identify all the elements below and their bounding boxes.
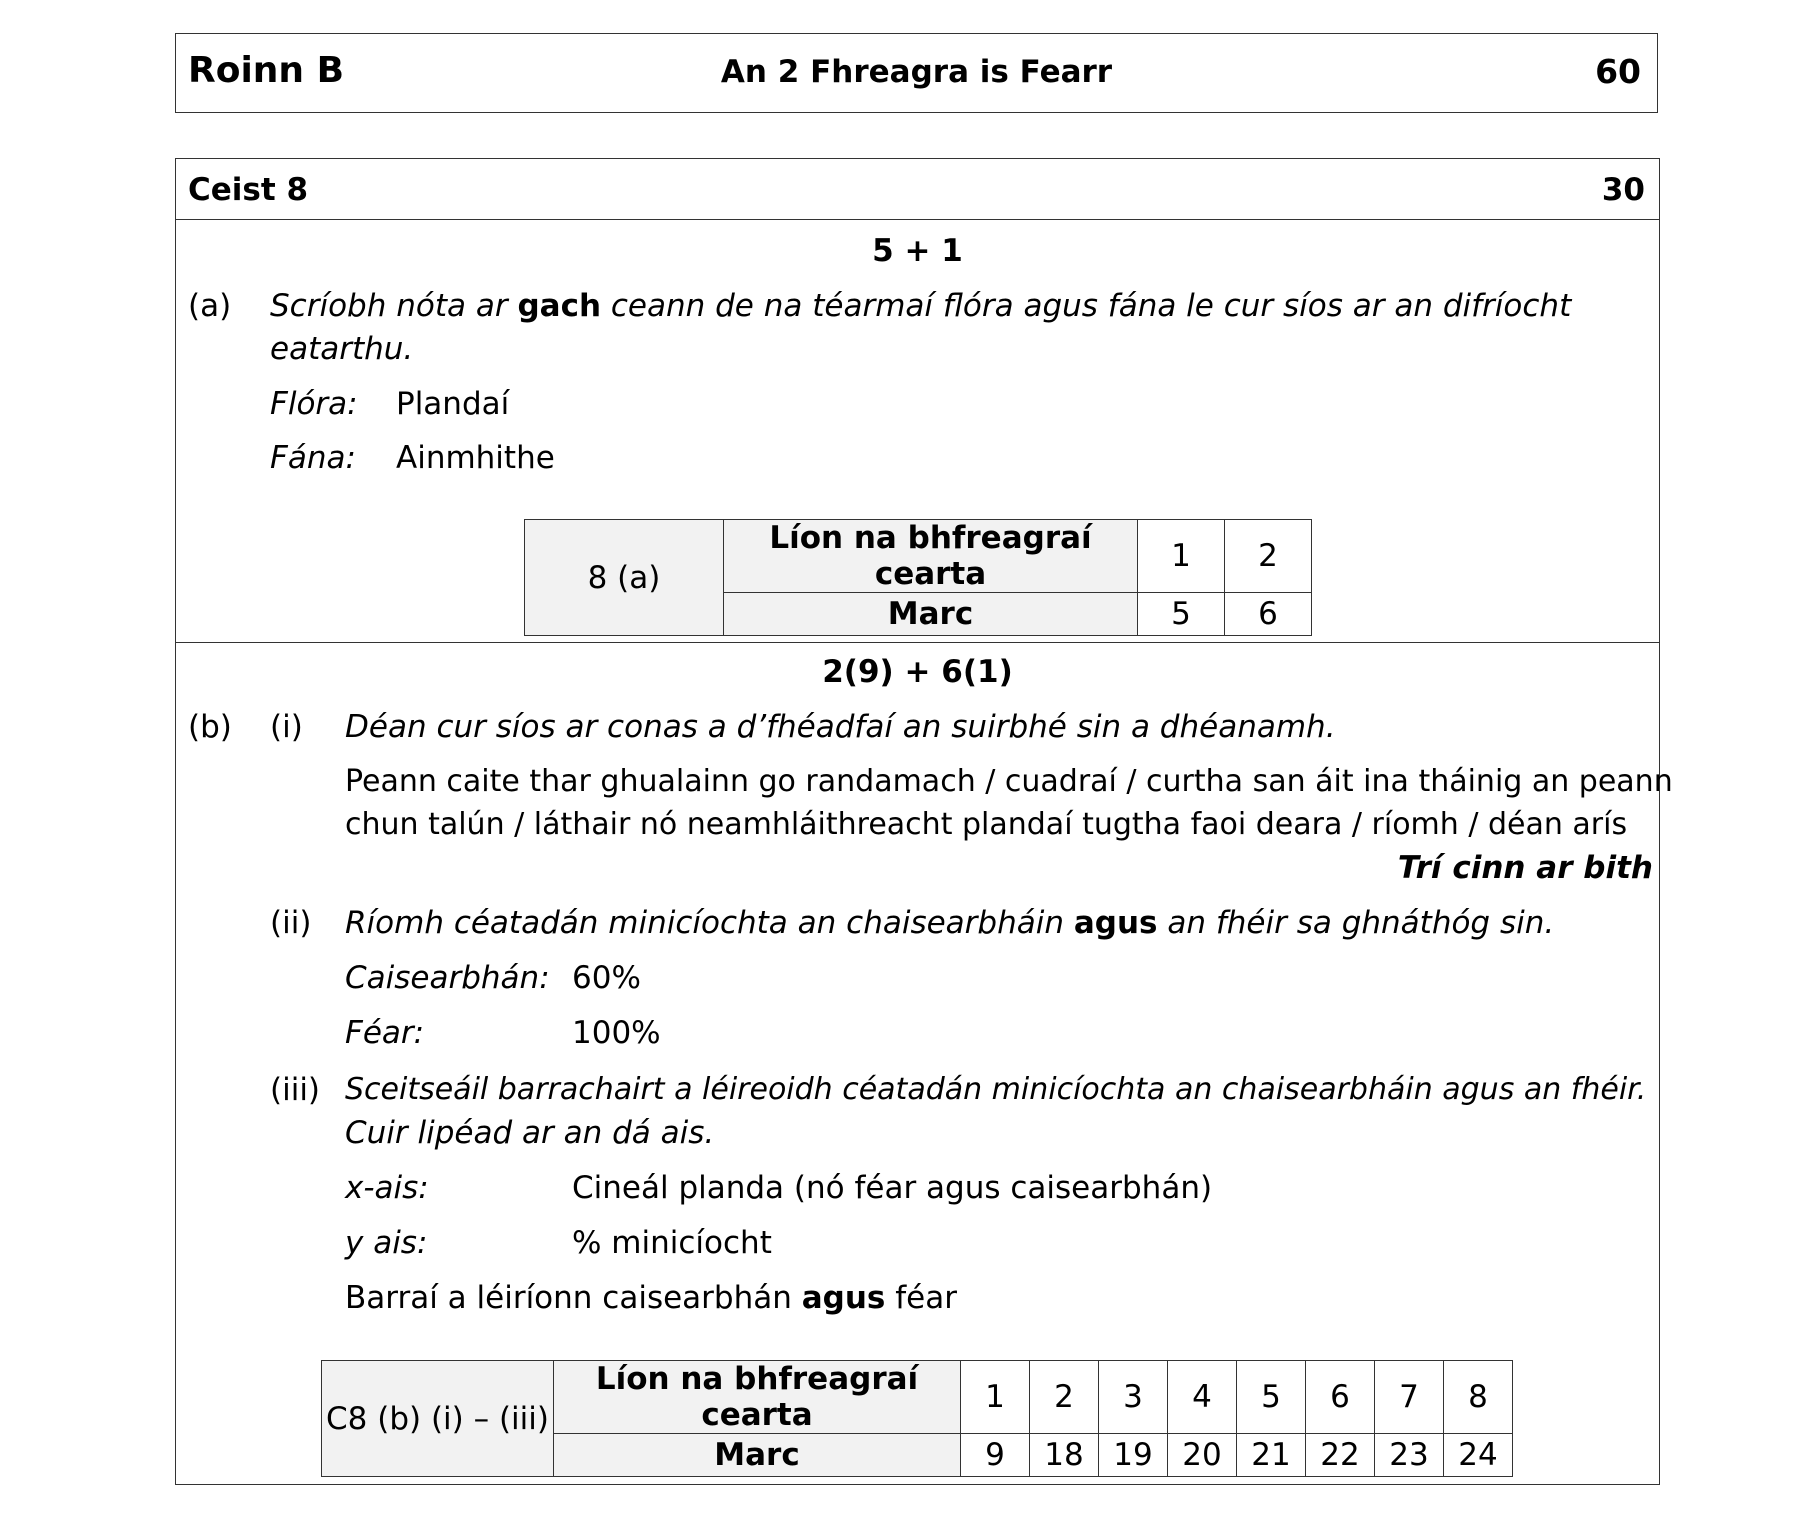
table-cell: 5 bbox=[1237, 1361, 1306, 1434]
prompt-emphasis: gach bbox=[517, 288, 602, 324]
prompt-text: Ríomh céatadán minicíochta an chaisearbháin bbox=[345, 905, 1074, 941]
table-cell: 4 bbox=[1168, 1361, 1237, 1434]
table-row-label: Líon na bhfreagraí cearta bbox=[724, 520, 1138, 593]
answer-text: Barraí a léiríonn caisearbhán bbox=[345, 1280, 802, 1316]
answer-term: x-ais: bbox=[345, 1170, 429, 1206]
table-cell: 24 bbox=[1444, 1434, 1513, 1477]
table-cell: 19 bbox=[1099, 1434, 1168, 1477]
table-cell: 18 bbox=[1030, 1434, 1099, 1477]
table-cell: 3 bbox=[1099, 1361, 1168, 1434]
part-b-i-answer: chun talún / láthair nó neamhláithreacht plandaí tugtha faoi deara / ríomh / déan arís bbox=[345, 807, 1628, 842]
section-header bbox=[175, 33, 1658, 113]
table-cell: 1 bbox=[961, 1361, 1030, 1434]
table-cell: 7 bbox=[1375, 1361, 1444, 1434]
table-cell: 22 bbox=[1306, 1434, 1375, 1477]
divider bbox=[175, 642, 1660, 643]
table-id: C8 (b) (i) – (iii) bbox=[322, 1361, 554, 1477]
divider bbox=[175, 219, 1660, 220]
table-cell: 2 bbox=[1225, 520, 1312, 593]
part-a-prompt bbox=[270, 288, 1571, 324]
question-marks: 30 bbox=[1601, 172, 1645, 208]
marks-table-b bbox=[321, 1360, 1513, 1477]
answer-value: % minicíocht bbox=[572, 1225, 772, 1261]
marks-table-a bbox=[524, 519, 1312, 636]
prompt-text: ceann de na téarmaí flóra agus fána le cur síos ar an difríocht bbox=[601, 288, 1572, 324]
table-id: 8 (a) bbox=[525, 520, 724, 636]
answer-term: Flóra: bbox=[270, 386, 358, 422]
part-b-iii-prompt: Cuir lipéad ar an dá ais. bbox=[345, 1115, 715, 1151]
part-b-label: (b) bbox=[188, 709, 232, 745]
table-row-label: Marc bbox=[554, 1434, 961, 1477]
table-cell: 6 bbox=[1225, 593, 1312, 636]
part-a-label: (a) bbox=[188, 288, 232, 324]
answer-text: féar bbox=[885, 1280, 957, 1316]
part-b-ii-prompt bbox=[345, 905, 1554, 941]
table-cell: 2 bbox=[1030, 1361, 1099, 1434]
prompt-text: an fhéir sa ghnáthóg sin. bbox=[1157, 905, 1555, 941]
answer-value: Cineál planda (nó féar agus caisearbhán) bbox=[572, 1170, 1213, 1206]
answer-value: Ainmhithe bbox=[396, 440, 555, 476]
prompt-emphasis: agus bbox=[1073, 905, 1158, 941]
table-cell: 23 bbox=[1375, 1434, 1444, 1477]
answer-value: 60% bbox=[572, 960, 641, 996]
part-b-i-label: (i) bbox=[270, 709, 303, 745]
table-row-label: Marc bbox=[724, 593, 1138, 636]
table-cell: 21 bbox=[1237, 1434, 1306, 1477]
answer-term: y ais: bbox=[345, 1225, 428, 1261]
part-b-iii-label: (iii) bbox=[270, 1072, 321, 1108]
part-b-scheme: 2(9) + 6(1) bbox=[822, 654, 1013, 690]
part-b-i-answer: Peann caite thar ghualainn go randamach / cuadraí / curtha san áit ina tháinig an peann bbox=[345, 764, 1673, 799]
part-b-ii-label: (ii) bbox=[270, 905, 312, 941]
table-cell: 1 bbox=[1138, 520, 1225, 593]
table-row-label: Líon na bhfreagraí cearta bbox=[554, 1361, 961, 1434]
part-b-i-prompt: Déan cur síos ar conas a d’fhéadfaí an suirbhé sin a dhéanamh. bbox=[345, 709, 1336, 745]
part-b-i-note: Trí cinn ar bith bbox=[1397, 850, 1653, 886]
table-cell: 20 bbox=[1168, 1434, 1237, 1477]
section-marks: 60 bbox=[1595, 52, 1641, 91]
answer-term: Fána: bbox=[270, 440, 356, 476]
table-cell: 6 bbox=[1306, 1361, 1375, 1434]
prompt-text: Scríobh nóta ar bbox=[270, 288, 518, 324]
answer-term: Féar: bbox=[345, 1015, 425, 1051]
answer-term: Caisearbhán: bbox=[345, 960, 550, 996]
part-b-iii-prompt: Sceitseáil barrachairt a léireoidh céatadán minicíochta an chaisearbháin agus an fhéir. bbox=[345, 1072, 1647, 1107]
table-cell: 8 bbox=[1444, 1361, 1513, 1434]
part-b-iii-final bbox=[345, 1280, 957, 1316]
section-title: An 2 Fhreagra is Fearr bbox=[720, 54, 1113, 90]
answer-value: 100% bbox=[572, 1015, 661, 1051]
part-a-prompt-line2: eatarthu. bbox=[270, 331, 414, 367]
table-cell: 5 bbox=[1138, 593, 1225, 636]
answer-emphasis: agus bbox=[801, 1280, 886, 1316]
table-cell: 9 bbox=[961, 1434, 1030, 1477]
part-a-scheme: 5 + 1 bbox=[872, 233, 963, 269]
question-label: Ceist 8 bbox=[188, 172, 309, 208]
answer-value: Plandaí bbox=[396, 386, 510, 422]
section-label: Roinn B bbox=[188, 50, 345, 91]
